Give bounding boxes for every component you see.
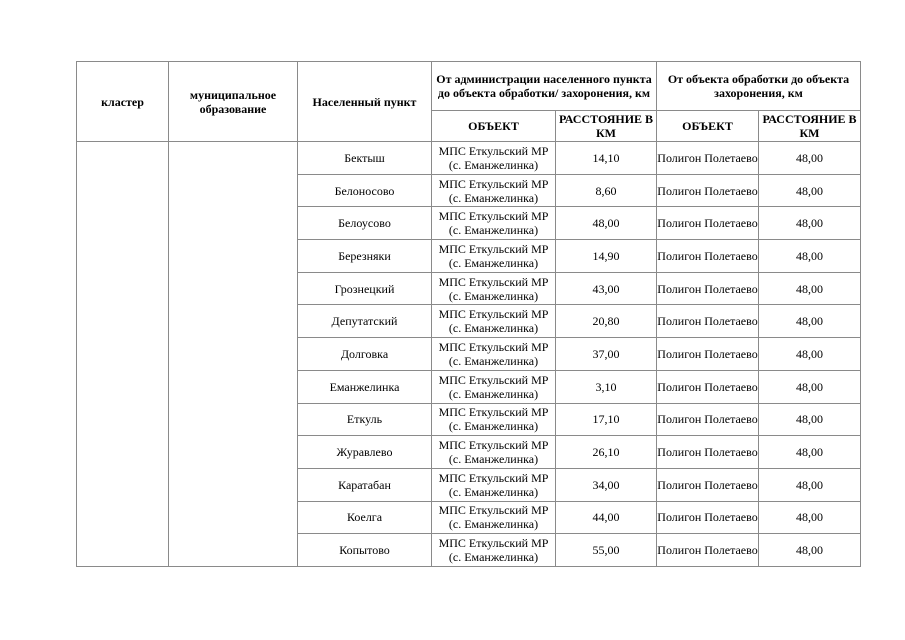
header-from-admin: От администрации населенного пункта до объекта обработки/ захоронения, км [432,62,657,111]
header-from-facility: От объекта обработки до объекта захоронения, км [657,62,861,111]
distance-1-cell: 14,90 [556,240,657,273]
cluster-cell [77,142,169,567]
object-1-cell: МПС Еткульский МР (с. Еманжелинка) [432,501,556,534]
object-2-cell: Полигон Полетаево [657,174,759,207]
object-1-cell: МПС Еткульский МР (с. Еманжелинка) [432,174,556,207]
settlement-cell: Журавлево [298,436,432,469]
distance-1-cell: 37,00 [556,338,657,371]
distance-1-cell: 43,00 [556,272,657,305]
distance-2-cell: 48,00 [759,370,861,403]
distance-2-cell: 48,00 [759,338,861,371]
object-2-cell: Полигон Полетаево [657,272,759,305]
distance-1-cell: 3,10 [556,370,657,403]
header-object-1: ОБЪЕКТ [432,111,556,142]
header-municipality: муниципальное образование [169,62,298,142]
settlement-cell: Белоносово [298,174,432,207]
object-2-cell: Полигон Полетаево [657,338,759,371]
object-1-cell: МПС Еткульский МР (с. Еманжелинка) [432,468,556,501]
distance-2-cell: 48,00 [759,305,861,338]
distance-2-cell: 48,00 [759,207,861,240]
object-1-cell: МПС Еткульский МР (с. Еманжелинка) [432,240,556,273]
settlement-cell: Березняки [298,240,432,273]
settlement-cell: Бектыш [298,142,432,175]
settlement-cell: Белоусово [298,207,432,240]
distance-2-cell: 48,00 [759,468,861,501]
object-2-cell: Полигон Полетаево [657,305,759,338]
distance-1-cell: 55,00 [556,534,657,567]
distance-2-cell: 48,00 [759,272,861,305]
distance-1-cell: 44,00 [556,501,657,534]
municipality-cell [169,142,298,567]
distance-2-cell: 48,00 [759,240,861,273]
object-1-cell: МПС Еткульский МР (с. Еманжелинка) [432,436,556,469]
settlement-cell: Каратабан [298,468,432,501]
distance-2-cell: 48,00 [759,501,861,534]
distance-1-cell: 14,10 [556,142,657,175]
settlement-cell: Депутатский [298,305,432,338]
object-2-cell: Полигон Полетаево [657,403,759,436]
object-2-cell: Полигон Полетаево [657,436,759,469]
distance-2-cell: 48,00 [759,403,861,436]
object-2-cell: Полигон Полетаево [657,142,759,175]
object-1-cell: МПС Еткульский МР (с. Еманжелинка) [432,403,556,436]
object-2-cell: Полигон Полетаево [657,534,759,567]
distance-1-cell: 34,00 [556,468,657,501]
object-2-cell: Полигон Полетаево [657,370,759,403]
object-1-cell: МПС Еткульский МР (с. Еманжелинка) [432,272,556,305]
distance-2-cell: 48,00 [759,436,861,469]
header-object-2: ОБЪЕКТ [657,111,759,142]
settlement-cell: Долговка [298,338,432,371]
object-1-cell: МПС Еткульский МР (с. Еманжелинка) [432,370,556,403]
distance-table [76,61,861,567]
object-2-cell: Полигон Полетаево [657,240,759,273]
header-settlement: Населенный пункт [298,62,432,142]
object-1-cell: МПС Еткульский МР (с. Еманжелинка) [432,305,556,338]
header-cluster: кластер [77,62,169,142]
distance-1-cell: 8,60 [556,174,657,207]
distance-1-cell: 17,10 [556,403,657,436]
distance-2-cell: 48,00 [759,142,861,175]
object-2-cell: Полигон Полетаево [657,207,759,240]
header-distance-1: РАССТОЯНИЕ В КМ [556,111,657,142]
object-1-cell: МПС Еткульский МР (с. Еманжелинка) [432,142,556,175]
distance-1-cell: 48,00 [556,207,657,240]
settlement-cell: Еткуль [298,403,432,436]
distance-1-cell: 20,80 [556,305,657,338]
distance-1-cell: 26,10 [556,436,657,469]
distance-2-cell: 48,00 [759,174,861,207]
object-1-cell: МПС Еткульский МР (с. Еманжелинка) [432,207,556,240]
table-row [77,142,861,175]
settlement-cell: Коелга [298,501,432,534]
settlement-cell: Грознецкий [298,272,432,305]
object-2-cell: Полигон Полетаево [657,501,759,534]
settlement-cell: Копытово [298,534,432,567]
object-1-cell: МПС Еткульский МР (с. Еманжелинка) [432,338,556,371]
object-2-cell: Полигон Полетаево [657,468,759,501]
object-1-cell: МПС Еткульский МР (с. Еманжелинка) [432,534,556,567]
distance-2-cell: 48,00 [759,534,861,567]
settlement-cell: Еманжелинка [298,370,432,403]
header-distance-2: РАССТОЯНИЕ В КМ [759,111,861,142]
